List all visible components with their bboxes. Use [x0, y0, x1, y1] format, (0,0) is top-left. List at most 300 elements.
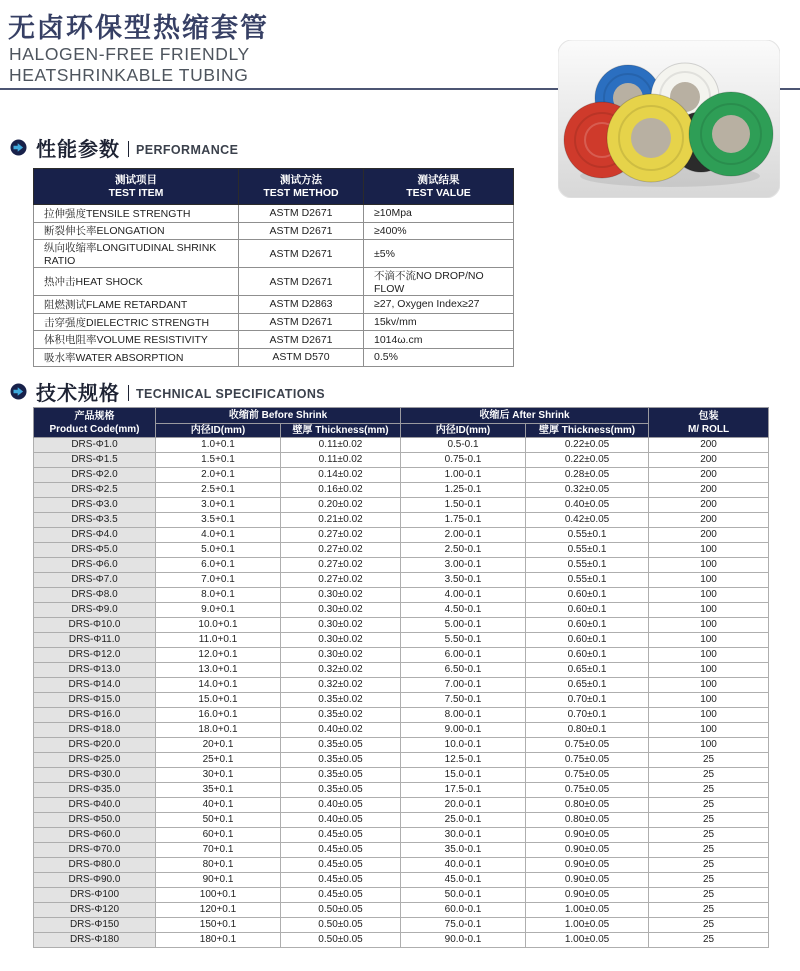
- cell: 7.50-0.1: [401, 693, 526, 708]
- cell: 15.0-0.1: [401, 768, 526, 783]
- cell: DRS-Φ12.0: [34, 648, 156, 663]
- cell: 25.0-0.1: [401, 813, 526, 828]
- tubing-rolls-image: [558, 40, 780, 198]
- specifications-section-subtitle: TECHNICAL SPECIFICATIONS: [136, 387, 326, 401]
- col-package: 包装 M/ ROLL: [649, 408, 769, 438]
- table-row: [34, 205, 514, 223]
- cell: DRS-Φ2.5: [34, 483, 156, 498]
- cell: 20.0-0.1: [401, 798, 526, 813]
- table-row: [34, 678, 769, 693]
- cell: 100: [649, 618, 769, 633]
- table-row: [34, 888, 769, 903]
- cell: 200: [649, 498, 769, 513]
- cell: 0.45±0.05: [281, 843, 401, 858]
- cell: DRS-Φ13.0: [34, 663, 156, 678]
- cell: 6.0+0.1: [156, 558, 281, 573]
- arrow-bullet-icon: [10, 139, 27, 156]
- specifications-section-header: [10, 377, 325, 406]
- cell: DRS-Φ18.0: [34, 723, 156, 738]
- cell: 4.50-0.1: [401, 603, 526, 618]
- performance-header-row: [34, 169, 514, 205]
- cell: 0.30±0.02: [281, 648, 401, 663]
- cell: 100: [649, 633, 769, 648]
- cell: 15.0+0.1: [156, 693, 281, 708]
- arrow-bullet-icon: [10, 383, 27, 400]
- green-roll: [689, 92, 773, 176]
- cell: 3.5+0.1: [156, 513, 281, 528]
- cell: 吸水率WATER ABSORPTION: [34, 348, 239, 366]
- cell: 5.00-0.1: [401, 618, 526, 633]
- cell: 3.50-0.1: [401, 573, 526, 588]
- cell: 0.5%: [364, 348, 514, 366]
- cell: ASTM D570: [239, 348, 364, 366]
- cell: 0.50±0.05: [281, 933, 401, 948]
- yellow-roll: [607, 94, 695, 182]
- cell: 0.70±0.1: [526, 693, 649, 708]
- table-row: [34, 618, 769, 633]
- cell: ASTM D2671: [239, 205, 364, 223]
- cell: DRS-Φ3.5: [34, 513, 156, 528]
- cell: 0.35±0.05: [281, 783, 401, 798]
- cell: 200: [649, 528, 769, 543]
- table-row: [34, 453, 769, 468]
- cell: 90.0-0.1: [401, 933, 526, 948]
- cell: 10.0-0.1: [401, 738, 526, 753]
- cell: 100: [649, 663, 769, 678]
- cell: 0.27±0.02: [281, 543, 401, 558]
- cell: 7.0+0.1: [156, 573, 281, 588]
- cell: 纵向收缩率LONGITUDINAL SHRINK RATIO: [34, 240, 239, 268]
- cell: 1.75-0.1: [401, 513, 526, 528]
- cell: DRS-Φ30.0: [34, 768, 156, 783]
- table-row: [34, 573, 769, 588]
- cell: 25: [649, 768, 769, 783]
- cell: 1.25-0.1: [401, 483, 526, 498]
- table-row: [34, 558, 769, 573]
- cell: 1.00±0.05: [526, 933, 649, 948]
- cell: 25: [649, 753, 769, 768]
- table-row: [34, 708, 769, 723]
- cell: 0.14±0.02: [281, 468, 401, 483]
- cell: 0.60±0.1: [526, 648, 649, 663]
- table-row: [34, 588, 769, 603]
- table-row: [34, 873, 769, 888]
- cell: DRS-Φ3.0: [34, 498, 156, 513]
- cell: ≥27, Oxygen Index≥27: [364, 296, 514, 314]
- table-row: [34, 858, 769, 873]
- specifications-table: [33, 407, 769, 948]
- cell: DRS-Φ5.0: [34, 543, 156, 558]
- cell: 8.00-0.1: [401, 708, 526, 723]
- table-row: [34, 813, 769, 828]
- cell: 25: [649, 888, 769, 903]
- cell: 18.0+0.1: [156, 723, 281, 738]
- cell: 200: [649, 438, 769, 453]
- cell: 9.00-0.1: [401, 723, 526, 738]
- cell: 0.75±0.05: [526, 768, 649, 783]
- cell: 12.5-0.1: [401, 753, 526, 768]
- cell: 0.40±0.02: [281, 723, 401, 738]
- cell: DRS-Φ180: [34, 933, 156, 948]
- performance-section-subtitle: PERFORMANCE: [136, 143, 239, 157]
- cell: DRS-Φ7.0: [34, 573, 156, 588]
- cell: ASTM D2863: [239, 296, 364, 314]
- cell: 30.0-0.1: [401, 828, 526, 843]
- cell: 0.35±0.05: [281, 738, 401, 753]
- cell: 40.0-0.1: [401, 858, 526, 873]
- cell: DRS-Φ8.0: [34, 588, 156, 603]
- cell: 1014ω.cm: [364, 331, 514, 349]
- cell: DRS-Φ20.0: [34, 738, 156, 753]
- table-row: [34, 513, 769, 528]
- cell: 200: [649, 453, 769, 468]
- cell: 6.50-0.1: [401, 663, 526, 678]
- col-after-thickness: 壁厚 Thickness(mm): [526, 424, 649, 438]
- cell: ASTM D2671: [239, 222, 364, 240]
- cell: 0.20±0.02: [281, 498, 401, 513]
- table-row: [34, 918, 769, 933]
- performance-section-header: [10, 133, 238, 162]
- cell: 0.80±0.05: [526, 813, 649, 828]
- cell: DRS-Φ4.0: [34, 528, 156, 543]
- table-row: [34, 723, 769, 738]
- table-row: [34, 603, 769, 618]
- cell: 12.0+0.1: [156, 648, 281, 663]
- cell: 0.21±0.02: [281, 513, 401, 528]
- cell: 9.0+0.1: [156, 603, 281, 618]
- cell: 2.00-0.1: [401, 528, 526, 543]
- cell: 25: [649, 813, 769, 828]
- cell: 5.50-0.1: [401, 633, 526, 648]
- table-row: [34, 348, 514, 366]
- cell: 0.50±0.05: [281, 918, 401, 933]
- cell: DRS-Φ150: [34, 918, 156, 933]
- cell: 0.60±0.1: [526, 633, 649, 648]
- cell: 0.30±0.02: [281, 633, 401, 648]
- cell: 2.0+0.1: [156, 468, 281, 483]
- table-row: [34, 468, 769, 483]
- cell: 75.0-0.1: [401, 918, 526, 933]
- cell: 13.0+0.1: [156, 663, 281, 678]
- cell: DRS-Φ120: [34, 903, 156, 918]
- cell: DRS-Φ80.0: [34, 858, 156, 873]
- cell: 0.60±0.1: [526, 588, 649, 603]
- cell: 0.90±0.05: [526, 888, 649, 903]
- page-subtitle: [9, 44, 250, 86]
- cell: 0.45±0.05: [281, 858, 401, 873]
- cell: 0.42±0.05: [526, 513, 649, 528]
- cell: 0.45±0.05: [281, 828, 401, 843]
- cell: 0.32±0.02: [281, 678, 401, 693]
- cell: 0.35±0.02: [281, 708, 401, 723]
- cell: DRS-Φ60.0: [34, 828, 156, 843]
- cell: 0.22±0.05: [526, 438, 649, 453]
- table-row: [34, 543, 769, 558]
- table-row: [34, 783, 769, 798]
- cell: 16.0+0.1: [156, 708, 281, 723]
- specifications-section-title: 技术规格: [36, 383, 120, 405]
- section-title-divider: [128, 141, 129, 157]
- cell: 2.50-0.1: [401, 543, 526, 558]
- cell: DRS-Φ10.0: [34, 618, 156, 633]
- cell: 0.30±0.02: [281, 588, 401, 603]
- cell: 0.75±0.05: [526, 753, 649, 768]
- cell: 0.35±0.05: [281, 753, 401, 768]
- cell: DRS-Φ35.0: [34, 783, 156, 798]
- cell: 45.0-0.1: [401, 873, 526, 888]
- col-before-thickness: 壁厚 Thickness(mm): [281, 424, 401, 438]
- cell: 1.00±0.05: [526, 918, 649, 933]
- table-row: [34, 828, 769, 843]
- cell: 击穿强度DIELECTRIC STRENGTH: [34, 313, 239, 331]
- cell: 0.65±0.1: [526, 663, 649, 678]
- col-product-code: 产品规格 Product Code(mm): [34, 408, 156, 438]
- cell: DRS-Φ90.0: [34, 873, 156, 888]
- table-row: [34, 693, 769, 708]
- cell: 8.0+0.1: [156, 588, 281, 603]
- cell: 0.50±0.05: [281, 903, 401, 918]
- cell: 0.32±0.02: [281, 663, 401, 678]
- cell: DRS-Φ11.0: [34, 633, 156, 648]
- cell: DRS-Φ15.0: [34, 693, 156, 708]
- col-after-id: 内径ID(mm): [401, 424, 526, 438]
- cell: 0.11±0.02: [281, 453, 401, 468]
- cell: 25+0.1: [156, 753, 281, 768]
- table-row: [34, 313, 514, 331]
- cell: ASTM D2671: [239, 313, 364, 331]
- cell: 2.5+0.1: [156, 483, 281, 498]
- cell: 阻燃测试FLAME RETARDANT: [34, 296, 239, 314]
- table-row: [34, 798, 769, 813]
- product-photo: [558, 40, 780, 198]
- table-row: [34, 498, 769, 513]
- cell: 25: [649, 918, 769, 933]
- col-group-before-shrink: 收缩前 Before Shrink: [156, 408, 401, 424]
- col-before-id: 内径ID(mm): [156, 424, 281, 438]
- cell: DRS-Φ16.0: [34, 708, 156, 723]
- table-row: [34, 483, 769, 498]
- cell: 5.0+0.1: [156, 543, 281, 558]
- table-row: [34, 933, 769, 948]
- cell: 7.00-0.1: [401, 678, 526, 693]
- cell: 25: [649, 873, 769, 888]
- col-test-method: 测试方法 TEST METHOD: [239, 169, 364, 205]
- cell: 0.40±0.05: [526, 498, 649, 513]
- cell: 20+0.1: [156, 738, 281, 753]
- cell: DRS-Φ70.0: [34, 843, 156, 858]
- cell: 200: [649, 468, 769, 483]
- table-row: [34, 663, 769, 678]
- cell: ±5%: [364, 240, 514, 268]
- cell: 1.5+0.1: [156, 453, 281, 468]
- cell: 70+0.1: [156, 843, 281, 858]
- cell: 100: [649, 543, 769, 558]
- cell: 0.30±0.02: [281, 618, 401, 633]
- table-row: [34, 528, 769, 543]
- cell: 120+0.1: [156, 903, 281, 918]
- cell: 0.27±0.02: [281, 528, 401, 543]
- cell: 拉伸强度TENSILE STRENGTH: [34, 205, 239, 223]
- cell: 200: [649, 513, 769, 528]
- cell: 6.00-0.1: [401, 648, 526, 663]
- cell: ≥10Mpa: [364, 205, 514, 223]
- cell: 0.75±0.05: [526, 738, 649, 753]
- cell: 25: [649, 933, 769, 948]
- cell: 0.27±0.02: [281, 558, 401, 573]
- spec-header-row-1: [34, 408, 769, 424]
- cell: 0.80±0.1: [526, 723, 649, 738]
- cell: DRS-Φ1.5: [34, 453, 156, 468]
- cell: 1.0+0.1: [156, 438, 281, 453]
- cell: 25: [649, 798, 769, 813]
- cell: ASTM D2671: [239, 268, 364, 296]
- cell: 50.0-0.1: [401, 888, 526, 903]
- table-row: [34, 843, 769, 858]
- table-row: [34, 268, 514, 296]
- performance-table: [33, 168, 514, 367]
- cell: DRS-Φ1.0: [34, 438, 156, 453]
- cell: ≥400%: [364, 222, 514, 240]
- cell: 40+0.1: [156, 798, 281, 813]
- cell: 0.16±0.02: [281, 483, 401, 498]
- cell: 80+0.1: [156, 858, 281, 873]
- cell: 3.00-0.1: [401, 558, 526, 573]
- cell: 0.60±0.1: [526, 618, 649, 633]
- page-subtitle-line1: HALOGEN-FREE FRIENDLY: [9, 44, 250, 64]
- cell: ASTM D2671: [239, 240, 364, 268]
- cell: 体积电阻率VOLUME RESISTIVITY: [34, 331, 239, 349]
- cell: 25: [649, 783, 769, 798]
- cell: 15kv/mm: [364, 313, 514, 331]
- cell: 100: [649, 678, 769, 693]
- table-row: [34, 331, 514, 349]
- cell: DRS-Φ50.0: [34, 813, 156, 828]
- table-row: [34, 296, 514, 314]
- table-row: [34, 903, 769, 918]
- cell: DRS-Φ6.0: [34, 558, 156, 573]
- cell: 0.75±0.05: [526, 783, 649, 798]
- cell: 180+0.1: [156, 933, 281, 948]
- cell: DRS-Φ40.0: [34, 798, 156, 813]
- cell: 3.0+0.1: [156, 498, 281, 513]
- cell: 0.11±0.02: [281, 438, 401, 453]
- cell: 0.90±0.05: [526, 843, 649, 858]
- cell: 100: [649, 648, 769, 663]
- cell: 60+0.1: [156, 828, 281, 843]
- page-title: 无卤环保型热缩套管: [8, 13, 269, 43]
- cell: 断裂伸长率ELONGATION: [34, 222, 239, 240]
- col-test-item: 测试项目 TEST ITEM: [34, 169, 239, 205]
- cell: 100: [649, 573, 769, 588]
- col-group-after-shrink: 收缩后 After Shrink: [401, 408, 649, 424]
- cell: 1.00±0.05: [526, 903, 649, 918]
- cell: 100+0.1: [156, 888, 281, 903]
- table-row: [34, 222, 514, 240]
- cell: 4.00-0.1: [401, 588, 526, 603]
- cell: 100: [649, 723, 769, 738]
- cell: 0.55±0.1: [526, 573, 649, 588]
- cell: DRS-Φ25.0: [34, 753, 156, 768]
- cell: 100: [649, 708, 769, 723]
- cell: 0.90±0.05: [526, 828, 649, 843]
- cell: 1.00-0.1: [401, 468, 526, 483]
- cell: 0.55±0.1: [526, 543, 649, 558]
- cell: 60.0-0.1: [401, 903, 526, 918]
- cell: 150+0.1: [156, 918, 281, 933]
- cell: 30+0.1: [156, 768, 281, 783]
- cell: 0.28±0.05: [526, 468, 649, 483]
- cell: 0.90±0.05: [526, 873, 649, 888]
- table-row: [34, 738, 769, 753]
- table-row: [34, 648, 769, 663]
- cell: ASTM D2671: [239, 331, 364, 349]
- cell: 0.90±0.05: [526, 858, 649, 873]
- table-row: [34, 753, 769, 768]
- cell: 0.45±0.05: [281, 888, 401, 903]
- cell: 25: [649, 843, 769, 858]
- cell: 35+0.1: [156, 783, 281, 798]
- cell: 25: [649, 858, 769, 873]
- cell: 25: [649, 903, 769, 918]
- cell: 17.5-0.1: [401, 783, 526, 798]
- cell: 0.80±0.05: [526, 798, 649, 813]
- cell: 90+0.1: [156, 873, 281, 888]
- table-row: [34, 768, 769, 783]
- cell: 0.35±0.05: [281, 768, 401, 783]
- performance-section-title: 性能参数: [36, 139, 120, 161]
- cell: DRS-Φ9.0: [34, 603, 156, 618]
- cell: 100: [649, 603, 769, 618]
- cell: 0.65±0.1: [526, 678, 649, 693]
- section-title-divider: [128, 385, 129, 401]
- cell: 热冲击HEAT SHOCK: [34, 268, 239, 296]
- cell: 不滴不流NO DROP/NO FLOW: [364, 268, 514, 296]
- cell: 11.0+0.1: [156, 633, 281, 648]
- cell: 1.50-0.1: [401, 498, 526, 513]
- cell: DRS-Φ100: [34, 888, 156, 903]
- cell: 0.70±0.1: [526, 708, 649, 723]
- cell: 0.30±0.02: [281, 603, 401, 618]
- cell: 0.35±0.02: [281, 693, 401, 708]
- table-row: [34, 633, 769, 648]
- cell: 0.5-0.1: [401, 438, 526, 453]
- cell: 100: [649, 693, 769, 708]
- cell: 0.60±0.1: [526, 603, 649, 618]
- cell: DRS-Φ2.0: [34, 468, 156, 483]
- cell: 100: [649, 738, 769, 753]
- cell: 0.75-0.1: [401, 453, 526, 468]
- cell: 200: [649, 483, 769, 498]
- cell: 0.45±0.05: [281, 873, 401, 888]
- cell: 0.32±0.05: [526, 483, 649, 498]
- table-row: [34, 240, 514, 268]
- cell: 0.55±0.1: [526, 528, 649, 543]
- cell: 10.0+0.1: [156, 618, 281, 633]
- cell: 0.55±0.1: [526, 558, 649, 573]
- col-test-value: 测试结果 TEST VALUE: [364, 169, 514, 205]
- page-subtitle-line2: HEATSHRINKABLE TUBING: [9, 65, 249, 85]
- cell: 0.27±0.02: [281, 573, 401, 588]
- cell: 35.0-0.1: [401, 843, 526, 858]
- cell: 0.40±0.05: [281, 813, 401, 828]
- cell: 0.22±0.05: [526, 453, 649, 468]
- cell: 100: [649, 558, 769, 573]
- cell: 25: [649, 828, 769, 843]
- cell: 0.40±0.05: [281, 798, 401, 813]
- cell: 100: [649, 588, 769, 603]
- cell: DRS-Φ14.0: [34, 678, 156, 693]
- cell: 4.0+0.1: [156, 528, 281, 543]
